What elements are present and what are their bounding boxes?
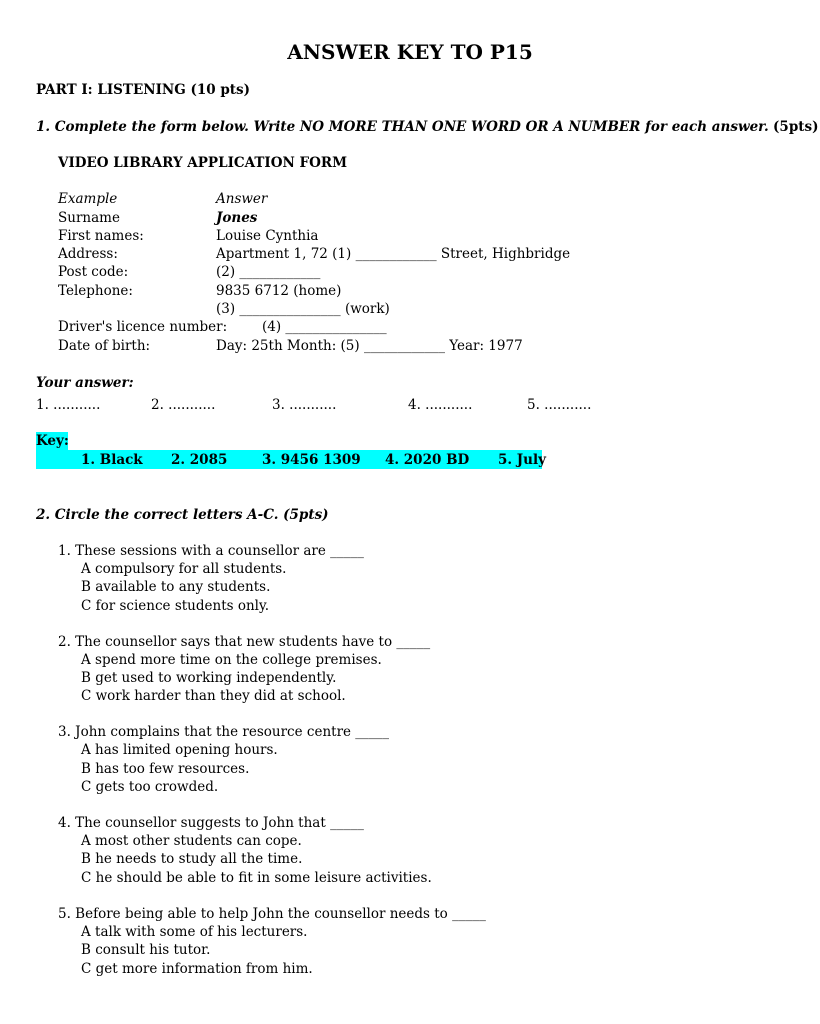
mc-option: A spend more time on the college premises. xyxy=(81,652,382,668)
page-title: ANSWER KEY TO P15 xyxy=(287,40,533,64)
form-row-label: Date of birth: xyxy=(58,338,151,354)
answer-slot: 2. ........... xyxy=(151,397,216,413)
form-row-label: Surname xyxy=(58,210,120,226)
key-item: 5. July xyxy=(498,452,546,468)
form-row-label: Driver's licence number: xyxy=(58,319,228,335)
key-item: 1. Black xyxy=(81,452,143,468)
mc-option: B consult his tutor. xyxy=(81,942,211,958)
form-row-label: Telephone: xyxy=(58,283,133,299)
form-row-value: (4) _______________ xyxy=(262,319,387,335)
key-item: 3. 9456 1309 xyxy=(262,452,361,468)
answer-slot: 5. ........... xyxy=(527,397,592,413)
mc-option: C for science students only. xyxy=(81,598,270,614)
mc-option: A compulsory for all students. xyxy=(81,561,287,577)
question-2-instruction: 2. Circle the correct letters A-C. (5pts) xyxy=(36,507,329,523)
part-heading: PART I: LISTENING (10 pts) xyxy=(36,82,251,98)
question-1-instruction xyxy=(36,118,819,136)
form-row-label: First names: xyxy=(58,228,144,244)
example-label: Example xyxy=(58,191,118,207)
points-label: (5pts) xyxy=(773,119,819,135)
mc-option: B available to any students. xyxy=(81,579,271,595)
form-row-label: Address: xyxy=(58,246,118,262)
key-label: Key: xyxy=(36,433,69,449)
mc-question-stem: 2. The counsellor says that new students have to _____ xyxy=(58,634,431,650)
mc-option: C gets too crowded. xyxy=(81,779,219,795)
instruction-text: 1. Complete the form below. Write NO MORE THAN ONE WORD OR A NUMBER for each answer. xyxy=(36,119,769,135)
mc-option: B get used to working independently. xyxy=(81,670,337,686)
your-answer-label: Your answer: xyxy=(36,375,134,391)
form-row-value: (3) _______________ (work) xyxy=(216,301,390,317)
mc-option: A most other students can cope. xyxy=(81,833,302,849)
mc-option: A talk with some of his lecturers. xyxy=(81,924,308,940)
form-row-value: Jones xyxy=(216,210,258,226)
mc-question-stem: 4. The counsellor suggests to John that _____ xyxy=(58,815,364,831)
form-row-value: Apartment 1, 72 (1) ____________ Street, Highbridge xyxy=(216,246,571,262)
mc-option: B has too few resources. xyxy=(81,761,250,777)
key-item: 4. 2020 BD xyxy=(385,452,470,468)
mc-question-stem: 3. John complains that the resource centre _____ xyxy=(58,724,390,740)
form-row-value: 9835 6712 (home) xyxy=(216,283,342,299)
mc-question-stem: 1. These sessions with a counsellor are _____ xyxy=(58,543,364,559)
mc-option: A has limited opening hours. xyxy=(81,742,278,758)
form-row-label: Post code: xyxy=(58,264,129,280)
form-row-value: (2) ____________ xyxy=(216,264,321,280)
mc-option: C work harder than they did at school. xyxy=(81,688,346,704)
form-row-value: Louise Cynthia xyxy=(216,228,319,244)
mc-option: C he should be able to fit in some leisure activities. xyxy=(81,870,432,886)
answer-label: Answer xyxy=(216,191,268,207)
answer-slot: 1. ........... xyxy=(36,397,101,413)
mc-option: B he needs to study all the time. xyxy=(81,851,303,867)
form-row-value: Day: 25th Month: (5) ____________ Year: 1977 xyxy=(216,338,523,354)
answer-slot: 4. ........... xyxy=(408,397,473,413)
form-heading: VIDEO LIBRARY APPLICATION FORM xyxy=(58,155,348,171)
key-item: 2. 2085 xyxy=(171,452,228,468)
mc-option: C get more information from him. xyxy=(81,961,313,977)
mc-question-stem: 5. Before being able to help John the counsellor needs to _____ xyxy=(58,906,486,922)
answer-slot: 3. ........... xyxy=(272,397,337,413)
